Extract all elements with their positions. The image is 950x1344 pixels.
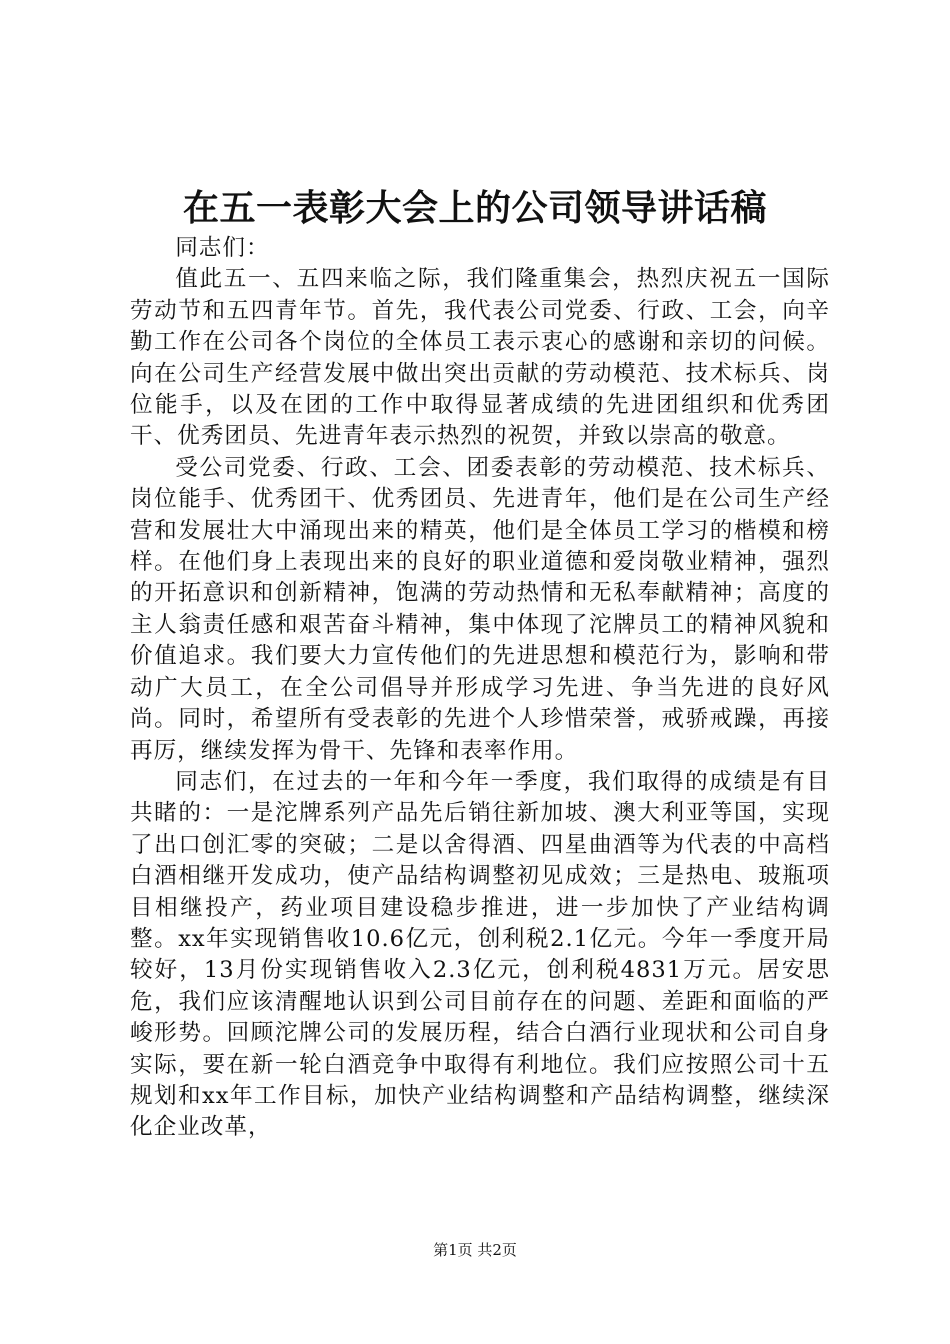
- page-footer: 第1页 共2页: [433, 1241, 517, 1259]
- paragraph-3: 同志们，在过去的一年和今年一季度，我们取得的成绩是有目共睹的：一是沱牌系列产品先后销往新加坡、澳大利亚等国，实现了出口创汇零的突破；二是以舍得酒、四星曲酒等为代表的中高档白酒相继开发成功，使产品结构调整初见成效；三是热电、玻瓶项目相继投产，药业项目建设稳步推进，进一步加快了产业结构调整。xx年实现销售收10.6亿元，创利税2.1亿元。今年一季度开局较好，13月份实现销售收入2.3亿元，创利税4831万元。居安思危，我们应该清醒地认识到公司目前存在的问题、差距和面临的严峻形势。回顾沱牌公司的发展历程，结合白酒行业现状和公司自身实际，要在新一轮白酒竞争中取得有利地位。我们应按照公司十五规划和xx年工作目标，加快产业结构调整和产品结构调整，继续深化企业改革，: [130, 768, 830, 1141]
- paragraph-1: 值此五一、五四来临之际，我们隆重集会，热烈庆祝五一国际劳动节和五四青年节。首先，我代表公司党委、行政、工会，向辛勤工作在公司各个岗位的全体员工表示衷心的感谢和亲切的问候。向在公司生产经营发展中做出突出贡献的劳动模范、技术标兵、岗位能手，以及在团的工作中取得显著成绩的先进团组织和优秀团干、优秀团员、先进青年表示热烈的祝贺，并致以崇高的敬意。: [130, 266, 830, 450]
- paragraph-2: 受公司党委、行政、工会、团委表彰的劳动模范、技术标兵、岗位能手、优秀团干、优秀团员、先进青年，他们是在公司生产经营和发展壮大中涌现出来的精英，他们是全体员工学习的楷模和榜样。在他们身上表现出来的良好的职业道德和爱岗敬业精神，强烈的开拓意识和创新精神，饱满的劳动热情和无私奉献精神；高度的主人翁责任感和艰苦奋斗精神，集中体现了沱牌员工的精神风貌和价值追求。我们要大力宣传他们的先进思想和模范行为，影响和带动广大员工，在全公司倡导并形成学习先进、争当先进的良好风尚。同时，希望所有受表彰的先进个人珍惜荣誉，戒骄戒躁，再接再厉，继续发挥为骨干、先锋和表率作用。: [130, 454, 830, 764]
- salutation: 同志们：: [175, 235, 270, 261]
- document-title: 在五一表彰大会上的公司领导讲话稿: [182, 187, 767, 229]
- document-body: [130, 233, 830, 1144]
